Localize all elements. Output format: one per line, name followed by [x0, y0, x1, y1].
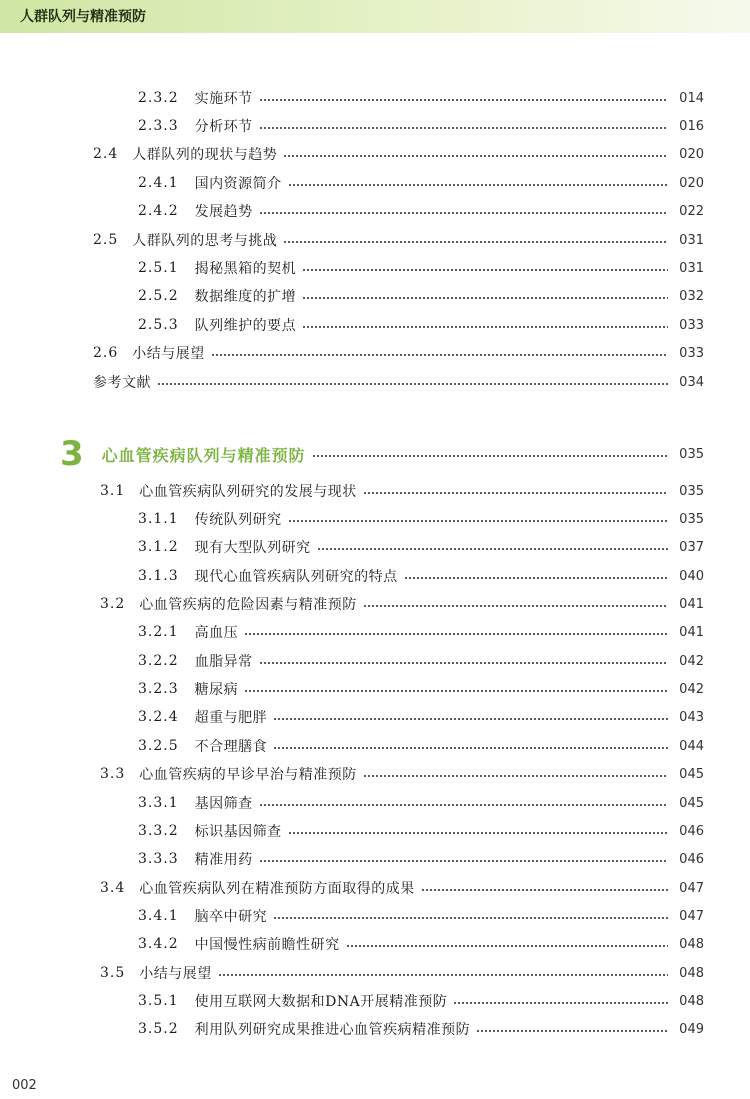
- page-ref: 048: [679, 993, 704, 1009]
- section-title: 血脂异常: [194, 654, 253, 670]
- page-ref: 040: [679, 568, 704, 584]
- page-ref: 047: [679, 908, 704, 924]
- page-ref: 033: [679, 317, 704, 333]
- section-number: 2.5.3: [138, 317, 179, 333]
- section-title: 现有大型队列研究: [194, 540, 311, 556]
- section-number: 2.3.3: [138, 118, 179, 134]
- page-ref: 046: [679, 851, 704, 867]
- section-title: 高血压: [194, 625, 239, 641]
- toc-entry[interactable]: [138, 284, 704, 308]
- dot-leader: [302, 269, 668, 271]
- dot-leader: [283, 155, 668, 157]
- section-number: 3.3.1: [138, 795, 179, 811]
- page-ref: 016: [679, 118, 704, 134]
- page-ref: 046: [679, 823, 704, 839]
- dot-leader: [363, 492, 668, 494]
- section-title: 人群队列的现状与趋势: [132, 147, 278, 163]
- toc-entry[interactable]: [138, 649, 704, 673]
- section-number: 2.5.2: [138, 288, 179, 304]
- section-title: 参考文献: [93, 375, 151, 391]
- dot-leader: [346, 945, 668, 947]
- toc-entry[interactable]: [138, 564, 704, 588]
- page-ref: 042: [679, 653, 704, 669]
- page-ref: 042: [679, 681, 704, 697]
- section-title: 心血管疾病的早诊早治与精准预防: [139, 767, 357, 783]
- dot-leader: [273, 917, 668, 919]
- section-number: 3.4.1: [138, 908, 179, 924]
- page-ref: 022: [679, 203, 704, 219]
- toc-chapter-entry[interactable]: [60, 434, 704, 474]
- page-ref: 035: [679, 511, 704, 527]
- toc-entry[interactable]: [138, 86, 704, 110]
- dot-leader: [259, 99, 668, 101]
- section-title: 心血管疾病队列研究的发展与现状: [139, 484, 357, 500]
- toc-entry[interactable]: [138, 114, 704, 138]
- section-title: 分析环节: [194, 119, 253, 135]
- dot-leader: [476, 1030, 668, 1032]
- section-title: 中国慢性病前瞻性研究: [194, 937, 340, 953]
- section-number: 3.1: [100, 483, 126, 499]
- section-number: 2.3.2: [138, 90, 179, 106]
- section-title: 利用队列研究成果推进心血管疾病精准预防: [194, 1022, 471, 1038]
- section-number: 2.6: [93, 345, 119, 361]
- toc-entry[interactable]: [100, 876, 704, 900]
- section-number: 3.5.1: [138, 993, 179, 1009]
- toc-entry[interactable]: [100, 592, 704, 616]
- section-title: 小结与展望: [139, 966, 212, 982]
- section-number: 3.4: [100, 880, 126, 896]
- section-title: 不合理膳食: [194, 739, 268, 755]
- page-ref: 032: [679, 288, 704, 304]
- dot-leader: [273, 718, 668, 720]
- toc-entry[interactable]: [138, 791, 704, 815]
- page-ref: 014: [679, 90, 704, 106]
- section-title: 超重与肥胖: [194, 710, 268, 726]
- section-number: 3.5.2: [138, 1021, 179, 1037]
- section-title: 数据维度的扩增: [194, 289, 297, 305]
- toc-entry[interactable]: [93, 142, 704, 166]
- dot-leader: [453, 1002, 668, 1004]
- dot-leader: [312, 455, 668, 457]
- section-title: 标识基因筛查: [194, 824, 282, 840]
- section-title: 现代心血管疾病队列研究的特点: [194, 569, 398, 585]
- toc-entry[interactable]: [100, 961, 704, 985]
- dot-leader: [288, 184, 668, 186]
- section-title: 脑卒中研究: [194, 909, 268, 925]
- section-title: 揭秘黑箱的契机: [194, 261, 297, 277]
- toc-entry[interactable]: [138, 507, 704, 531]
- section-number: 3.1.2: [138, 539, 179, 555]
- section-title: 国内资源简介: [194, 176, 282, 192]
- toc-entry[interactable]: [138, 199, 704, 223]
- toc-entry[interactable]: [138, 1017, 704, 1041]
- toc-entry[interactable]: [138, 904, 704, 928]
- section-title: 传统队列研究: [194, 512, 282, 528]
- section-title: 实施环节: [194, 91, 253, 107]
- toc-entry[interactable]: [138, 256, 704, 280]
- section-title: 队列维护的要点: [194, 318, 297, 334]
- dot-leader: [259, 804, 668, 806]
- dot-leader: [259, 212, 668, 214]
- dot-leader: [259, 860, 668, 862]
- section-number: 3.4.2: [138, 936, 179, 952]
- running-title: 人群队列与精准预防: [20, 9, 146, 25]
- page-ref: 035: [679, 483, 704, 499]
- page-ref: 044: [679, 738, 704, 754]
- dot-leader: [283, 241, 668, 243]
- toc-entry[interactable]: [138, 620, 704, 644]
- section-title: 心血管疾病队列在精准预防方面取得的成果: [139, 881, 415, 897]
- toc-entry[interactable]: [138, 932, 704, 956]
- section-number: 3.2.1: [138, 624, 179, 640]
- section-number: 3.3.2: [138, 823, 179, 839]
- section-title: 精准用药: [194, 852, 253, 868]
- toc-entry[interactable]: [93, 341, 704, 365]
- page-ref: 043: [679, 709, 704, 725]
- section-title: 发展趋势: [194, 204, 253, 220]
- dot-leader: [218, 974, 668, 976]
- page-number: 002: [12, 1078, 37, 1093]
- page-ref: 045: [679, 766, 704, 782]
- toc-entry[interactable]: [138, 705, 704, 729]
- dot-leader: [317, 548, 668, 550]
- section-number: 2.4: [93, 146, 119, 162]
- toc-entry[interactable]: [138, 535, 704, 559]
- page-ref: 045: [679, 795, 704, 811]
- page-ref: 020: [679, 175, 704, 191]
- section-number: 3.2.4: [138, 709, 179, 725]
- section-number: 2.4.1: [138, 175, 179, 191]
- section-title: 基因筛查: [194, 796, 253, 812]
- page-ref: 020: [679, 146, 704, 162]
- toc-entry[interactable]: [138, 734, 704, 758]
- toc-entry[interactable]: [93, 370, 704, 394]
- section-number: 3.3.3: [138, 851, 179, 867]
- toc-entry[interactable]: [138, 313, 704, 337]
- dot-leader: [421, 889, 668, 891]
- page-ref: 048: [679, 965, 704, 981]
- section-number: 3.2.5: [138, 738, 179, 754]
- chapter-title: 心血管疾病队列与精准预防: [101, 445, 306, 465]
- toc-entry[interactable]: [138, 677, 704, 701]
- section-number: 3.1.1: [138, 511, 179, 527]
- page-ref: 037: [679, 539, 704, 555]
- toc-entry[interactable]: [93, 228, 704, 252]
- page-ref: 041: [679, 624, 704, 640]
- toc-entry[interactable]: [138, 989, 704, 1013]
- page-ref: 031: [679, 232, 704, 248]
- dot-leader: [288, 520, 668, 522]
- dot-leader: [259, 127, 668, 129]
- section-number: 3.5: [100, 965, 126, 981]
- toc-entry[interactable]: [138, 847, 704, 871]
- page-ref: 041: [679, 596, 704, 612]
- dot-leader: [404, 577, 668, 579]
- toc-entry[interactable]: [138, 171, 704, 195]
- dot-leader: [273, 747, 668, 749]
- dot-leader: [302, 326, 668, 328]
- page-ref: 048: [679, 936, 704, 952]
- section-number: 3.2.2: [138, 653, 179, 669]
- toc-entry[interactable]: [138, 819, 704, 843]
- chapter-number: 3: [60, 434, 84, 474]
- dot-leader: [244, 690, 668, 692]
- section-title: 使用互联网大数据和DNA开展精准预防: [194, 994, 448, 1010]
- section-number: 3.3: [100, 766, 126, 782]
- page-ref: 031: [679, 260, 704, 276]
- page-ref: 034: [679, 374, 704, 390]
- dot-leader: [259, 662, 668, 664]
- section-title: 人群队列的思考与挑战: [132, 233, 278, 249]
- dot-leader: [302, 297, 668, 299]
- page-ref: 035: [679, 446, 704, 462]
- dot-leader: [244, 633, 668, 635]
- section-number: 2.5.1: [138, 260, 179, 276]
- page-ref: 033: [679, 345, 704, 361]
- dot-leader: [157, 383, 668, 385]
- toc-entry[interactable]: [100, 762, 704, 786]
- page-ref: 047: [679, 880, 704, 896]
- dot-leader: [288, 832, 668, 834]
- dot-leader: [211, 354, 668, 356]
- dot-leader: [363, 775, 668, 777]
- section-number: 3.2: [100, 596, 126, 612]
- section-title: 小结与展望: [132, 346, 205, 362]
- section-title: 心血管疾病的危险因素与精准预防: [139, 597, 357, 613]
- section-title: 糖尿病: [194, 682, 239, 698]
- toc-entry[interactable]: [100, 479, 704, 503]
- section-number: 3.2.3: [138, 681, 179, 697]
- page-ref: 049: [679, 1021, 704, 1037]
- section-number: 3.1.3: [138, 568, 179, 584]
- section-number: 2.5: [93, 232, 119, 248]
- dot-leader: [363, 605, 668, 607]
- section-number: 2.4.2: [138, 203, 179, 219]
